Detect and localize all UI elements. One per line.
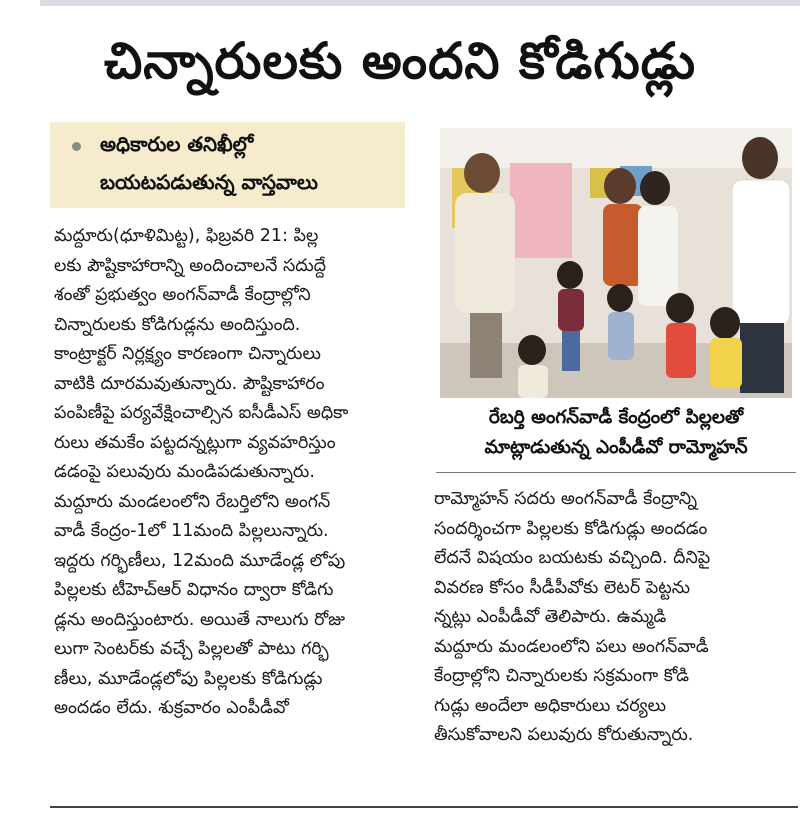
- body-line: రామ్మోహన్ సదరు అంగన్‌వాడీ కేంద్రాన్ని: [434, 489, 698, 509]
- body-line: తీసుకోవాలని పలువురు కోరుతున్నారు.: [434, 725, 694, 745]
- photo-illustration: [440, 128, 792, 398]
- body-line: రులు తమకేం పట్టదన్నట్లుగా వ్యవహరిస్తుం: [54, 432, 336, 453]
- body-line: సందర్శించగా పిల్లలకు కోడిగుడ్లు అందడం: [434, 518, 708, 539]
- body-line: చిన్నారులకు కోడిగుడ్లను అందిస్తుంది.: [54, 314, 301, 335]
- body-line: గుడ్లు అందేలా అధికారులు చర్యలు: [434, 695, 667, 716]
- body-line: కాంట్రాక్టర్ నిర్లక్ష్యం కారణంగా చిన్నారులు: [54, 344, 321, 364]
- body-line: లుగా సెంటర్‌కు వచ్చే పిల్లలతో పాటు గర్భి: [54, 639, 329, 659]
- body-line: శంతో ప్రభుత్వం అంగన్‌వాడీ కేంద్రాల్లోని: [54, 285, 311, 305]
- body-line: డ్లను అందిస్తుంటారు. అయితే నాలుగు రోజు: [54, 609, 346, 630]
- body-line: మద్దూరు(ధూళిమిట్ట), ఫిబ్రవరి 21: పిల్ల: [54, 226, 319, 246]
- body-line: పిల్లలకు టీహెచ్‌ఆర్ విధానం ద్వారా కోడిగు: [54, 580, 334, 600]
- body-line: వాడీ కేంద్రం-1లో 11మంది పిల్లలున్నారు.: [54, 521, 329, 541]
- subhead-box: [50, 122, 405, 208]
- body-line: న్నట్లు ఎంపీడీవో తెలిపారు. ఉమ్మడి: [434, 607, 667, 627]
- body-line: కేంద్రాల్లోని చిన్నారులకు సక్రమంగా కోడి: [434, 666, 690, 686]
- news-photo: [440, 128, 792, 398]
- body-line: పంపిణీపై పర్యవేక్షించాల్సిన ఐసీడీఎస్ అధికా: [54, 403, 349, 423]
- subhead-line-2: బయటపడుతున్న వాస్తవాలు: [100, 170, 318, 194]
- subhead-line-1: అధికారుల తనిఖీల్లో: [100, 132, 254, 156]
- body-line: ఇద్దరు గర్భిణీలు, 12మంది మూడేండ్ల లోపు: [54, 550, 346, 571]
- body-line: డడంపై పలువురు మండిపడుతున్నారు.: [54, 462, 315, 482]
- caption-divider: [436, 472, 796, 473]
- body-line: ణీలు, మూడేండ్లలోపు పిల్లలకు కోడిగుడ్లు: [54, 668, 323, 689]
- body-line: అందడం లేదు. శుక్రవారం ఎంపీడీవో: [54, 698, 289, 718]
- caption-line-2: మాట్లాడుతున్న ఎంపీడీవో రామ్మోహన్: [484, 437, 748, 458]
- body-line: మద్దూరు మండలంలోని పలు అంగన్‌వాడీ: [434, 636, 709, 657]
- top-band: [40, 0, 800, 6]
- body-line: మద్దూరు మండలంలోని రేబర్తిలోని అంగన్: [54, 491, 331, 512]
- body-line: వివరణ కోసం సీడీపీవోకు లెటర్ పెట్టను: [434, 577, 691, 598]
- body-line: వాటికి దూరమవుతున్నారు. పౌష్టికాహారం: [54, 373, 325, 394]
- bullet-icon: [72, 142, 81, 151]
- article-body-left: [54, 222, 416, 724]
- article-body-right: [434, 485, 796, 751]
- photo-caption: [440, 403, 792, 463]
- body-line: లకు పౌష్టికాహారాన్ని అందించాలనే సదుద్దే: [54, 255, 326, 276]
- caption-line-1: రేబర్తి అంగన్‌వాడీ కేంద్రంలో పిల్లలతో: [488, 407, 744, 428]
- headline: చిన్నారులకు అందని కోడిగుడ్లు: [103, 32, 696, 90]
- bottom-divider: [50, 806, 798, 808]
- body-line: లేదనే విషయం బయటకు వచ్చింది. దీనిపై: [434, 548, 711, 568]
